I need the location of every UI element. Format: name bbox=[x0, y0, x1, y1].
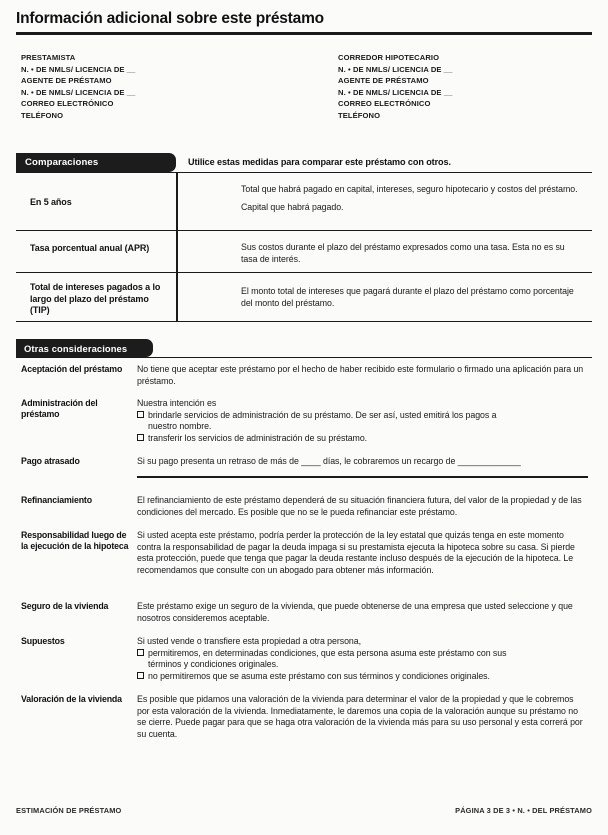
consideration-body bbox=[137, 530, 592, 576]
page-footer bbox=[16, 806, 592, 815]
consideration-body bbox=[137, 398, 592, 444]
other-considerations-header: Otras consideraciones bbox=[16, 339, 153, 357]
comparisons-row-description bbox=[241, 184, 592, 213]
broker-officer-nmls-line: N. • DE NMLS/ LICENCIA DE __ bbox=[338, 87, 453, 97]
consideration-label: Supuestos bbox=[21, 636, 65, 646]
list-item bbox=[16, 495, 592, 521]
checkbox-option-continuation: términos y condiciones originales. bbox=[148, 659, 279, 670]
checkbox-icon[interactable] bbox=[137, 672, 144, 679]
consideration-label: Pago atrasado bbox=[21, 456, 80, 466]
other-considerations-list bbox=[16, 364, 592, 755]
consideration-intro: Nuestra intención es bbox=[137, 398, 217, 408]
comparisons-row-paragraph: Sus costos durante el plazo del préstamo expresados como una tasa. Esta no es su tasa de interés. bbox=[241, 242, 565, 264]
footer-left-label: ESTIMACIÓN DE PRÉSTAMO bbox=[16, 806, 122, 815]
lender-nmls-line: N. • DE NMLS/ LICENCIA DE __ bbox=[21, 64, 136, 74]
page-title-block bbox=[16, 9, 592, 35]
checkbox-icon[interactable] bbox=[137, 411, 144, 418]
checkbox-icon[interactable] bbox=[137, 434, 144, 441]
list-item bbox=[16, 364, 592, 389]
lender-contact-block bbox=[21, 52, 135, 122]
comparisons-row-description bbox=[241, 242, 592, 265]
comparisons-row-paragraph: Total que habrá pagado en capital, intereses, seguro hipotecario y costos del préstamo. bbox=[241, 184, 578, 194]
footer-right-label: PÁGINA 3 DE 3 • N. • DEL PRÉSTAMO bbox=[455, 806, 592, 815]
lender-officer-nmls-line: N. • DE NMLS/ LICENCIA DE __ bbox=[21, 87, 136, 97]
broker-phone-line: TELÉFONO bbox=[338, 110, 381, 120]
page-title: Información adicional sobre este préstamo bbox=[16, 10, 324, 27]
comparisons-header-note: Utilice estas medidas para comparar este préstamo con otros. bbox=[188, 157, 451, 167]
consideration-text: Es posible que pidamos una valoración de la vivienda para determinar el valor de la propiedad y que le cobremos por esta valoración de la vivienda. Inmediatamente, le daremos una copia de la valoración aunque su préstamo no se cierre. Puede pagar para que se haga otra valoración de la vivienda más para su uso personal y esta correrá por su cuenta. bbox=[137, 694, 583, 739]
list-item bbox=[16, 456, 592, 486]
consideration-body bbox=[137, 364, 592, 387]
checkbox-option-label: transferir los servicios de administración de su préstamo. bbox=[148, 432, 368, 443]
list-item bbox=[16, 636, 592, 685]
consideration-intro: Si usted vende o transfiere esta propiedad a otra persona, bbox=[137, 636, 362, 646]
consideration-body bbox=[137, 456, 592, 468]
comparisons-header-label: Comparaciones bbox=[16, 153, 176, 172]
consideration-label: Administración del préstamo bbox=[21, 398, 98, 420]
comparisons-row-label: Total de intereses pagados a lo largo del plazo del préstamo (TIP) bbox=[30, 282, 161, 315]
checkbox-icon[interactable] bbox=[137, 649, 144, 656]
checkbox-option-label: permitiremos, en determinadas condiciones, que esta persona asuma este préstamo con sus bbox=[148, 647, 507, 658]
checkbox-option-continuation: nuestro nombre. bbox=[148, 421, 212, 432]
consideration-label: Responsabilidad luego de la ejecución de la hipoteca bbox=[21, 530, 129, 552]
lender-role: PRESTAMISTA bbox=[21, 53, 76, 62]
list-item bbox=[16, 601, 592, 627]
checkbox-option-row[interactable] bbox=[137, 410, 588, 422]
consideration-body bbox=[137, 495, 592, 518]
list-item bbox=[16, 530, 592, 592]
consideration-label: Valoración de la vivienda bbox=[21, 694, 122, 704]
comparisons-row-description bbox=[241, 286, 592, 309]
consideration-label: Aceptación del préstamo bbox=[21, 364, 123, 374]
table-row bbox=[16, 272, 592, 322]
comparisons-table bbox=[16, 153, 592, 322]
consideration-text: El refinanciamiento de este préstamo dependerá de su situación financiera futura, del valor de la propiedad y de las condiciones del mercado. Es posible que no se le pueda refinanciar este préstamo. bbox=[137, 495, 582, 517]
lender-email-line: CORREO ELECTRÓNICO bbox=[21, 99, 114, 109]
broker-role: CORREDOR HIPOTECARIO bbox=[338, 53, 440, 62]
late-payment-underline bbox=[137, 476, 588, 478]
column-divider bbox=[176, 173, 178, 230]
consideration-body bbox=[137, 694, 592, 740]
column-divider bbox=[176, 231, 178, 272]
consideration-text: Si usted acepta este préstamo, podría perder la protección de la ley estatal que quizás tenga en este momento contra la responsabilidad de pagar la deuda impaga si su prestamista ejecuta la hipoteca sobre su casa. Si pierde esta protección, puede que tenga que pagar la deuda restante incluso después de la ejecución de la hipoteca. Le recomendamos que consulte con un abogado para obtener más información. bbox=[137, 530, 575, 575]
title-divider bbox=[16, 32, 592, 35]
comparisons-row-paragraph: El monto total de intereses que pagará durante el plazo del préstamo como porcentaje del monto del préstamo. bbox=[241, 286, 574, 308]
comparisons-row-paragraph: Capital que habrá pagado. bbox=[241, 201, 344, 212]
list-item bbox=[16, 398, 592, 447]
broker-contact-block bbox=[338, 52, 452, 122]
consideration-label: Seguro de la vivienda bbox=[21, 601, 109, 611]
consideration-text: No tiene que aceptar este préstamo por el hecho de haber recibido este formulario o firmado una aplicación para un préstamo. bbox=[137, 364, 584, 386]
consideration-body bbox=[137, 601, 592, 624]
other-considerations-divider bbox=[16, 357, 592, 358]
comparisons-row-label: En 5 años bbox=[30, 197, 72, 207]
comparisons-header-row bbox=[16, 153, 592, 172]
checkbox-option-label: brindarle servicios de administración de su préstamo. De ser así, usted emitirá los pagos a bbox=[148, 409, 497, 420]
checkbox-option-row[interactable] bbox=[137, 671, 588, 683]
lender-officer-line: AGENTE DE PRÉSTAMO bbox=[21, 76, 112, 86]
consideration-label: Refinanciamiento bbox=[21, 495, 92, 505]
comparisons-row-label: Tasa porcentual anual (APR) bbox=[30, 243, 150, 253]
lender-phone-line: TELÉFONO bbox=[21, 110, 64, 120]
checkbox-option-label: no permitiremos que se asuma este préstamo con sus términos y condiciones originales. bbox=[148, 670, 490, 681]
consideration-text: Si su pago presenta un retraso de más de ____ días, le cobraremos un recargo de _____________ bbox=[137, 456, 521, 466]
broker-nmls-line: N. • DE NMLS/ LICENCIA DE __ bbox=[338, 64, 453, 74]
consideration-text: Este préstamo exige un seguro de la vivienda, que puede obtenerse de una empresa que usted seleccione y que nosotros consideremos aceptable. bbox=[137, 601, 573, 623]
checkbox-option-row[interactable] bbox=[137, 648, 588, 660]
column-divider bbox=[176, 273, 178, 321]
table-row bbox=[16, 172, 592, 230]
consideration-body bbox=[137, 636, 592, 682]
list-item bbox=[16, 694, 592, 746]
table-row bbox=[16, 230, 592, 272]
checkbox-option-row[interactable] bbox=[137, 433, 588, 445]
broker-email-line: CORREO ELECTRÓNICO bbox=[338, 99, 431, 109]
broker-officer-line: AGENTE DE PRÉSTAMO bbox=[338, 76, 429, 86]
